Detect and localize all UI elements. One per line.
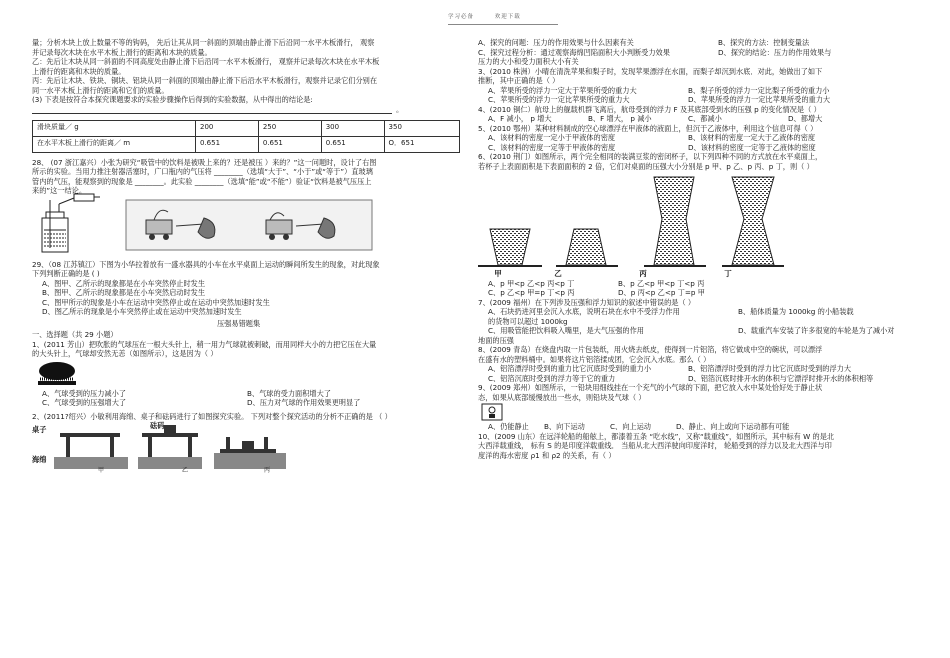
- fig-label-c: 丙: [264, 467, 271, 474]
- text-line: [32, 95, 460, 105]
- question-6-line: 6、(2010 荆门）如图所示，两个完全相同的装满豆浆的密闭杯子，以下列四种不同的方式放在水平桌面上，: [478, 152, 823, 161]
- table-cell: O．651: [384, 136, 459, 152]
- question-2-line: 2、(2011?绍兴）小敏利用海绵、桌子和砝码进行了如图探究实验。 下列对整个探究活动的分析不正确的是 （ ）: [32, 411, 392, 421]
- option-a: A、该材料的密度一定小于甲液体的密度: [488, 133, 616, 142]
- option-a: A、苹果所受的浮力一定大于苹果所受的重力大: [488, 85, 637, 95]
- left-column: [32, 38, 460, 475]
- q2-options-row: [478, 48, 918, 58]
- question-8-line: 8、(2009 青岛）在烧盘内取一片包装纸，用火烧去纸皮，使得到一片铝箔，将它做成中空的碗状，可以漂浮: [478, 345, 823, 355]
- q5-options-row: [478, 143, 918, 153]
- balloon-on-pins-image: [32, 359, 82, 389]
- table-cell: 0.651: [258, 136, 321, 152]
- beaker-image: [478, 402, 508, 422]
- option-a: A、气球受到的压力减小了: [42, 388, 126, 398]
- question-8-line: 在盛有水的塑料桶中。如果将这片铝箔揉成团，它会沉入水底。那么（ ）: [478, 354, 711, 364]
- option-c: C、p 乙<p 甲=p 丁<p 丙: [488, 288, 575, 298]
- text-line: 丙：先后让木块、铁块、铜块、铝块从同一斜面的顶端由静止滑下后沿水平木板滑行，观察并记录它们分别在: [32, 76, 378, 85]
- table-cell: 300: [321, 120, 384, 136]
- option-b: B、向下运动: [544, 422, 585, 432]
- header-left: 学习必备: [448, 14, 475, 20]
- option-d: D、图乙所示的现象是小车突然停止或在运动中突然加速时发生: [42, 307, 242, 316]
- question-6-line: 若杯子上表面面积是下表面面积的 2 倍，它们对桌面的压强大小分别是 p 甲、p 乙、p 丙、p 丁，则（ ）: [478, 161, 814, 171]
- text-line: 上滑行的距离和木块的质量。: [32, 66, 126, 76]
- question-text: (3) 下表是按符合本探究课题要求的实验步骤操作后得到的实验数据，从中得出的结论是:: [32, 95, 313, 104]
- table-cell: 0.651: [196, 136, 259, 152]
- section-heading: 一、选择题（共 29 小题）: [32, 330, 118, 339]
- option-b-cont: 的货物可以超过 1000kg: [488, 316, 568, 326]
- q4-options-row: [478, 114, 918, 124]
- question-28-line: 管内的气压，能观察到的现象是 ________。此实验 ________（选填“能”或“不能”）验证“饮料是被气压压上: [32, 176, 372, 186]
- table-cell: 350: [384, 120, 459, 136]
- q5-options-row: [478, 133, 918, 143]
- question-1-line: 的大头针上，气球却安然无恙（如图所示），这是因为（ ）: [32, 349, 218, 358]
- fig-label-a: 甲: [98, 467, 105, 474]
- q8-options-row: [478, 364, 918, 374]
- table-cell: 0.651: [321, 136, 384, 152]
- q1-options-row: [32, 389, 460, 399]
- option-c: C、探究过程分析：通过观察海绵凹陷面积大小判断受力效果: [478, 47, 670, 57]
- label-sponge: 海绵: [32, 455, 47, 464]
- page-header: [448, 14, 539, 21]
- option-b: B、图甲、乙所示的现象都是在小车突然启动时发生: [42, 288, 206, 297]
- table-cell: 250: [258, 120, 321, 136]
- q7-options-row: [478, 307, 918, 317]
- q8-options-row: [478, 374, 918, 384]
- q3-options-row: [478, 95, 918, 105]
- table-cell: 200: [196, 120, 259, 136]
- question-3-line: 推断，其中正确的是（ ）: [478, 76, 560, 85]
- question-28-line: 所示的实验。当用力推注射器活塞时，广口瓶内的气压将 ________（选填“大于”、“小于”或“等于”）直玻璃: [32, 167, 373, 176]
- question-29-line: 下列判断正确的是 ( ): [32, 269, 100, 278]
- label-desk: 桌子: [32, 425, 47, 434]
- q9-options-row: [478, 422, 918, 432]
- q6-options-row: [478, 279, 918, 289]
- cart-figures: [124, 198, 374, 254]
- question-1-line: 1、(2011 芳山）把吹胀的气球压在一根大头针上，稍一用力气球就被刺破，而用同样大小的力把它压在大量: [32, 339, 377, 349]
- option-c: C、该材料的密度一定等于甲液体的密度: [488, 142, 616, 152]
- option-c: C、用吸管能把饮料吸入嘴里，是大气压强的作用: [488, 326, 644, 336]
- label-weight: 砝码: [150, 421, 165, 430]
- question-10-line: 大西洋载重线， 标有 S 的是印度洋载重线． 当船从北大西洋驶向印度洋时， 轮船受到的浮力以及北大西洋与印: [478, 441, 832, 451]
- option-c: C、图甲所示的现象是小车在运动中突然停止或在运动中突然加速时发生: [42, 297, 270, 307]
- option-b: B、该材料的密度一定大于乙液体的密度: [688, 133, 816, 142]
- option-d: D、都增大: [788, 114, 823, 123]
- option-d: D、铝箔沉底时排开水的体积与它漂浮时排开水的体积相等: [688, 373, 874, 383]
- question-4-line: 4、(2010 铜仁）航母上的舰载机群飞离后，航母受到的浮力 F 及其底部受到水的压强 p 的变化情况是（ ）: [478, 104, 821, 114]
- cup-label-d: 丁: [724, 269, 732, 278]
- option-d: D、载重汽车安装了许多很宽的车轮是为了减小对: [738, 326, 895, 336]
- option-d: D、p 丙<p 乙<p 丁=p 甲: [618, 288, 705, 298]
- option-a: A、石块扔进河里会沉入水底，说明石块在水中不受浮力作用: [488, 307, 680, 317]
- section-title: 压强易错题集: [217, 318, 261, 328]
- text-line: 同一水平木板上滑行的距离和它们的质量。: [32, 85, 169, 95]
- option-d: D、该材料的密度一定等于乙液体的密度: [688, 142, 816, 152]
- option-a: A、仍能静止: [488, 422, 529, 432]
- option-d: D、压力对气球的作用效果更明显了: [247, 398, 361, 407]
- option-c: C、都减小: [688, 114, 722, 123]
- cups-image: [478, 173, 798, 269]
- syringe-bottle-figure: [32, 190, 102, 258]
- question-28-line: 28、 (07 浙江嘉兴）小张为研究“吸管中的饮料是被吸上来的？还是被压 ）来的？”这一问题时，设计了右图: [32, 157, 377, 167]
- q1-options-row: [32, 398, 460, 408]
- fig-label-b: 乙: [182, 467, 189, 474]
- option-a: A、F 减小， p 增大: [488, 114, 552, 123]
- option-d: D、苹果所受的浮力一定比苹果所受的重力大: [688, 95, 831, 104]
- question-9-line: 9、(2009 郑州）如图所示，一铅块用细线挂在一个充气的小气球的下面，把它放入水中某处恰好处于静止状: [478, 383, 823, 393]
- option-b: B、探究的方法：控制变量法: [718, 38, 810, 47]
- option-c: C、向上运动: [610, 422, 651, 432]
- option-d: D、探究的结论：压力的作用效果与: [718, 47, 832, 57]
- option-b: B、梨子所受的浮力一定比梨子所受的重力小: [688, 85, 830, 95]
- question-29-line: 29、（08 江苏镇江）下图为小华拉着放有一盛水器具的小车在水平桌面上运动的瞬间所发生的现象，对此现象: [32, 259, 380, 269]
- option-d: D、静止、向上或向下运动都有可能: [676, 422, 790, 432]
- question-10-line: 度洋的海水密度 ρ1 和 ρ2 的关系，有（ ）: [478, 450, 616, 460]
- option-b: B、p 乙<p 甲<p 丁<p 丙: [618, 278, 705, 288]
- q3-options-row: [478, 86, 918, 96]
- text-line: 量；分析木块上放上数量不等的钩码， 先后让其从同一斜面的顶端由静止滑下后沿同一水平木板滑行， 观察: [32, 38, 375, 47]
- answer-blank-line: [32, 104, 404, 114]
- sponge-figure: [32, 423, 460, 475]
- cups-figure: [478, 173, 918, 269]
- option-d-cont: 压力的大小和受力面积大小有关: [478, 57, 579, 66]
- header-right: 欢迎下载: [494, 14, 521, 20]
- q9-figure: [478, 402, 918, 422]
- question-5-line: 5、(2010 鄂州）某种材料制成的空心球漂浮在甲液体的液面上，但沉于乙液体中，利用这个信息可得（ ）: [478, 123, 818, 133]
- cup-label-c: 丙: [639, 269, 647, 278]
- table-cell: 在水平木板上滑行的距离／ m: [33, 136, 196, 152]
- option-b: B、F 增大， p 减小: [588, 114, 652, 123]
- option-a: A、铝箔漂浮时受到的重力比它沉底时受到的重力小: [488, 364, 652, 374]
- data-table: [32, 120, 460, 153]
- option-b: B、船体质量为 1000kg 的小船装载: [738, 307, 854, 317]
- text-line: 并记录每次木块在水平木板上滑行的距离和木块的质量。: [32, 47, 212, 57]
- option-d-cont: 地面的压强: [478, 335, 514, 345]
- q7-options-row: [478, 326, 918, 336]
- option-a: A、p 甲<p 乙<p 丙<p 丁: [488, 278, 575, 288]
- table-row: [33, 120, 460, 136]
- cup-label-b: 乙: [554, 269, 562, 278]
- q2-options-row: [478, 38, 918, 48]
- option-a: A、图甲、乙所示的现象都是在小车突然停止时发生: [42, 278, 206, 288]
- text-line: 乙：先后让木块从同一斜面的不同高度处由静止滑下后沿同一水平木板滑行， 观察并记录每次木块在水平木板: [32, 57, 380, 66]
- option-c: C、铝箔沉底时受到的浮力等于它的重力: [488, 373, 616, 383]
- question-28-line: 来的”这一结论。: [32, 186, 87, 195]
- table-row: [33, 136, 460, 152]
- balloon-figure: [32, 359, 460, 389]
- option-b: B、气球的受力面积增大了: [247, 388, 331, 398]
- table-cell: 滑块质量／ g: [33, 120, 196, 136]
- cup-label-a: 甲: [494, 269, 502, 278]
- question-9-line: 态，如果从底部缓慢放出一些水，则铅块及气球（ ）: [478, 392, 646, 402]
- question-7-line: 7、(2009 福州）在下列涉及压强和浮力知识的叙述中错误的是（ ）: [478, 297, 696, 307]
- q6-options-row: [478, 288, 918, 298]
- option-c: C、苹果所受的浮力一定比苹果所受的重力大: [488, 95, 630, 104]
- option-c: C、气球受到的压强增大了: [42, 398, 127, 407]
- question-10-line: 10、(2009 山东）在远洋轮船的船舷上，都漆着五条 “吃水线”，又称“载重线”，如图所示，其中标有 W 的是北: [478, 431, 835, 441]
- right-column: [478, 38, 918, 460]
- header-rule: [448, 24, 558, 25]
- option-b: B、铝箔漂浮时受到的浮力比它沉底时受到的浮力大: [688, 364, 852, 374]
- period: 。: [396, 104, 404, 114]
- question-3-line: 3、(2010 株洲）小晴在清洗苹果和梨子时，发现苹果漂浮在水面，而梨子却沉到水底．对此，她做出了如下: [478, 66, 823, 76]
- q28-figures: [32, 196, 460, 256]
- cups-labels: [478, 269, 918, 279]
- option-a: A、探究的问题：压力的作用效果与什么因素有关: [478, 38, 634, 47]
